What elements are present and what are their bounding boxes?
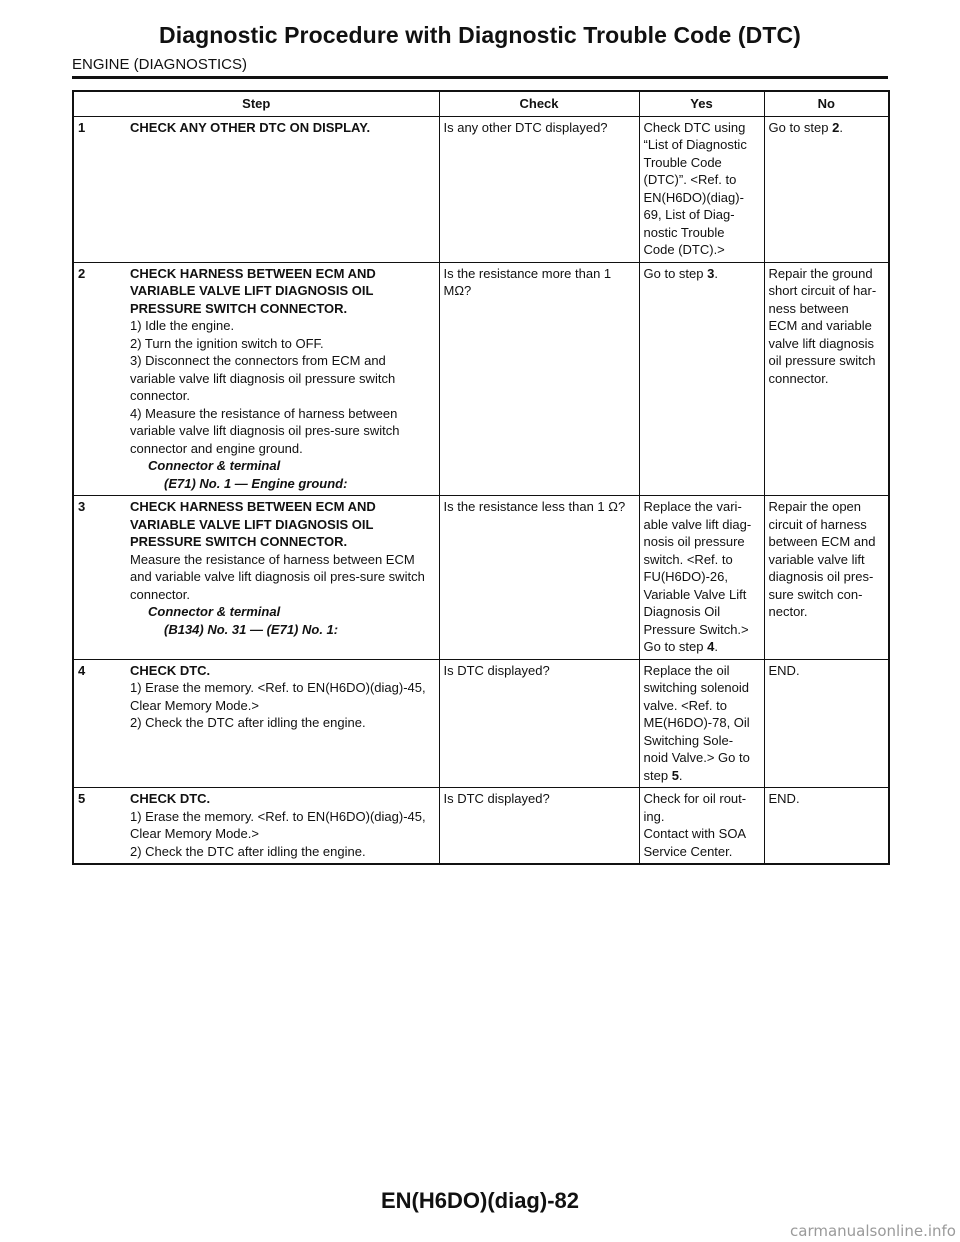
section-title: ENGINE (DIAGNOSTICS) <box>72 56 248 73</box>
no-action-line: between ECM and <box>768 534 876 549</box>
yes-action-line: Variable Valve Lift <box>643 586 747 602</box>
goto-prefix: Go to step <box>768 119 833 135</box>
step-number: 5 <box>78 791 86 806</box>
step-instruction: 1) Erase the memory. <Ref. to EN(H6DO)(diag)-45, Clear Memory Mode.> <box>130 808 426 841</box>
goto-step-number: 4 <box>707 639 715 654</box>
column-header-check: Check <box>439 91 639 116</box>
no-cell <box>764 116 889 262</box>
connector-label: Connector & terminal <box>148 458 281 473</box>
check-cell <box>439 788 639 865</box>
step-title: CHECK HARNESS BETWEEN ECM AND VARIABLE VALVE LIFT DIAGNOSIS OIL PRESSURE SWITCH CONNECTOR. <box>130 499 376 549</box>
yes-action-line: Service Center. <box>643 843 733 859</box>
yes-action-line: Pressure Switch.> <box>643 621 749 637</box>
diagnostic-procedure-table <box>72 90 890 865</box>
step-number: 4 <box>78 662 86 678</box>
step-cell <box>73 788 439 865</box>
step-number: 3 <box>78 499 86 514</box>
check-question: Is the resistance less than 1 Ω? <box>443 499 626 514</box>
yes-cell <box>639 496 764 660</box>
step-body <box>130 662 430 732</box>
no-cell <box>764 659 889 788</box>
yes-goto-instruction <box>644 638 761 656</box>
yes-action-line: ME(H6DO)-78, Oil <box>643 715 750 730</box>
goto-prefix: step <box>643 767 672 783</box>
goto-step-number: 2 <box>832 119 840 135</box>
step-body <box>130 790 430 860</box>
yes-cell <box>639 659 764 788</box>
goto-step-number: 5 <box>671 767 679 783</box>
no-action-line: Repair the open <box>768 499 862 514</box>
yes-action-line: noid Valve.> Go to <box>643 750 750 765</box>
yes-action-line: 69, List of Diag- <box>643 207 735 222</box>
page-title: Diagnostic Procedure with Diagnostic Trouble Code (DTC) <box>159 22 801 48</box>
no-action-line: short circuit of har- <box>768 283 877 298</box>
goto-suffix: . <box>714 265 718 281</box>
column-header-no: No <box>764 91 889 116</box>
step-number: 2 <box>78 265 86 281</box>
no-action-line: diagnosis oil pres- <box>768 569 874 584</box>
yes-action-line: valve. <Ref. to <box>643 697 727 713</box>
yes-cell <box>639 116 764 262</box>
yes-action-line: nostic Trouble <box>643 224 725 240</box>
yes-action-line: able valve lift diag- <box>643 516 752 532</box>
yes-action-line: ing. <box>643 808 665 824</box>
table-row <box>73 659 889 788</box>
check-cell <box>439 116 639 262</box>
terminal-spec: (E71) No. 1 — Engine ground: <box>164 475 348 491</box>
yes-action-line: Replace the vari- <box>643 499 742 514</box>
table-header-row <box>73 91 889 116</box>
check-cell <box>439 496 639 660</box>
yes-action-line: switch. <Ref. to <box>643 551 733 567</box>
yes-action-line: FU(H6DO)-26, <box>643 569 729 584</box>
table-row <box>73 496 889 660</box>
no-cell <box>764 496 889 660</box>
no-action-line: sure switch con- <box>768 586 863 602</box>
goto-prefix: Go to step <box>643 265 708 281</box>
yes-action-line: Replace the oil <box>643 662 730 678</box>
header-divider <box>72 76 888 79</box>
step-title: CHECK ANY OTHER DTC ON DISPLAY. <box>130 119 371 135</box>
terminal-spec: (B134) No. 31 — (E71) No. 1: <box>164 621 339 637</box>
step-body <box>130 119 430 137</box>
column-header-step: Step <box>73 91 439 116</box>
no-action-line: valve lift diagnosis <box>768 335 874 351</box>
step-instruction: 3) Disconnect the connectors from ECM and variable valve lift diagnosis oil pressure switch connector. <box>130 353 396 403</box>
yes-goto-instruction <box>644 767 761 785</box>
goto-suffix: . <box>839 119 843 135</box>
step-cell <box>73 262 439 496</box>
no-goto-instruction <box>769 119 886 137</box>
step-title: CHECK DTC. <box>130 791 211 806</box>
step-instruction: 4) Measure the resistance of harness between variable valve lift diagnosis oil pres-sure switch connector and engine ground. <box>130 405 400 456</box>
step-title: CHECK HARNESS BETWEEN ECM AND VARIABLE VALVE LIFT DIAGNOSIS OIL PRESSURE SWITCH CONNECTOR. <box>130 265 376 316</box>
step-instruction: 1) Erase the memory. <Ref. to EN(H6DO)(diag)-45, Clear Memory Mode.> <box>130 680 426 713</box>
step-instruction: 1) Idle the engine. <box>130 318 235 333</box>
yes-action-line: Code (DTC).> <box>643 242 725 257</box>
yes-action-line: Check DTC using <box>643 119 746 135</box>
yes-action-line: Check for oil rout- <box>643 791 747 806</box>
goto-step-number: 3 <box>707 265 715 281</box>
step-instruction: 2) Turn the ignition switch to OFF. <box>130 335 324 351</box>
table-row <box>73 116 889 262</box>
no-action-line: connector. <box>768 370 829 386</box>
yes-action-line: switching solenoid <box>643 680 750 695</box>
goto-suffix: . <box>714 639 718 654</box>
step-number: 1 <box>78 119 86 135</box>
yes-action-line: nosis oil pressure <box>643 534 745 549</box>
yes-action-line: “List of Diagnostic <box>643 137 747 152</box>
step-instruction: 2) Check the DTC after idling the engine. <box>130 843 366 859</box>
step-instruction: 2) Check the DTC after idling the engine. <box>130 715 366 730</box>
yes-action-line: Contact with SOA <box>643 826 747 841</box>
yes-action-line: (DTC)”. <Ref. to <box>643 172 737 187</box>
no-action-line: ness between <box>768 300 849 316</box>
page-number-label: EN(H6DO)(diag)-82 <box>380 1188 579 1213</box>
table-row <box>73 788 889 865</box>
yes-action-line: Switching Sole- <box>643 732 734 748</box>
no-action-line: END. <box>768 791 800 806</box>
no-action-line: ECM and variable <box>768 318 872 333</box>
step-cell <box>73 116 439 262</box>
step-instruction: Measure the resistance of harness between ECM and variable valve lift diagnosis oil pres-sure switch connector. <box>130 551 425 602</box>
check-cell <box>439 659 639 788</box>
table-row <box>73 262 889 496</box>
no-action-line: Repair the ground <box>768 265 873 281</box>
no-action-line: circuit of harness <box>768 516 867 532</box>
step-body <box>130 498 430 638</box>
no-action-line: variable valve lift <box>768 551 865 567</box>
goto-suffix: . <box>678 767 683 783</box>
check-cell <box>439 262 639 496</box>
connector-label: Connector & terminal <box>148 604 281 619</box>
check-question: Is DTC displayed? <box>443 662 550 678</box>
step-cell <box>73 496 439 660</box>
yes-goto-instruction <box>644 265 761 283</box>
check-question: Is any other DTC displayed? <box>443 119 608 135</box>
watermark: carmanualsonline.info <box>790 1222 956 1240</box>
yes-cell <box>639 262 764 496</box>
no-cell <box>764 262 889 496</box>
yes-action-line: Diagnosis Oil <box>643 604 721 619</box>
check-question: Is DTC displayed? <box>443 791 550 806</box>
yes-action-line: EN(H6DO)(diag)- <box>643 189 744 205</box>
no-action-line: END. <box>768 662 800 678</box>
no-action-line: nector. <box>768 604 808 619</box>
step-cell <box>73 659 439 788</box>
check-question: Is the resistance more than 1 MΩ? <box>443 265 612 298</box>
step-title: CHECK DTC. <box>130 662 211 678</box>
column-header-yes: Yes <box>639 91 764 116</box>
no-cell <box>764 788 889 865</box>
yes-action-line: Trouble Code <box>643 154 722 170</box>
step-body <box>130 265 430 493</box>
goto-prefix: Go to step <box>643 639 708 654</box>
no-action-line: oil pressure switch <box>768 353 876 368</box>
yes-cell <box>639 788 764 865</box>
